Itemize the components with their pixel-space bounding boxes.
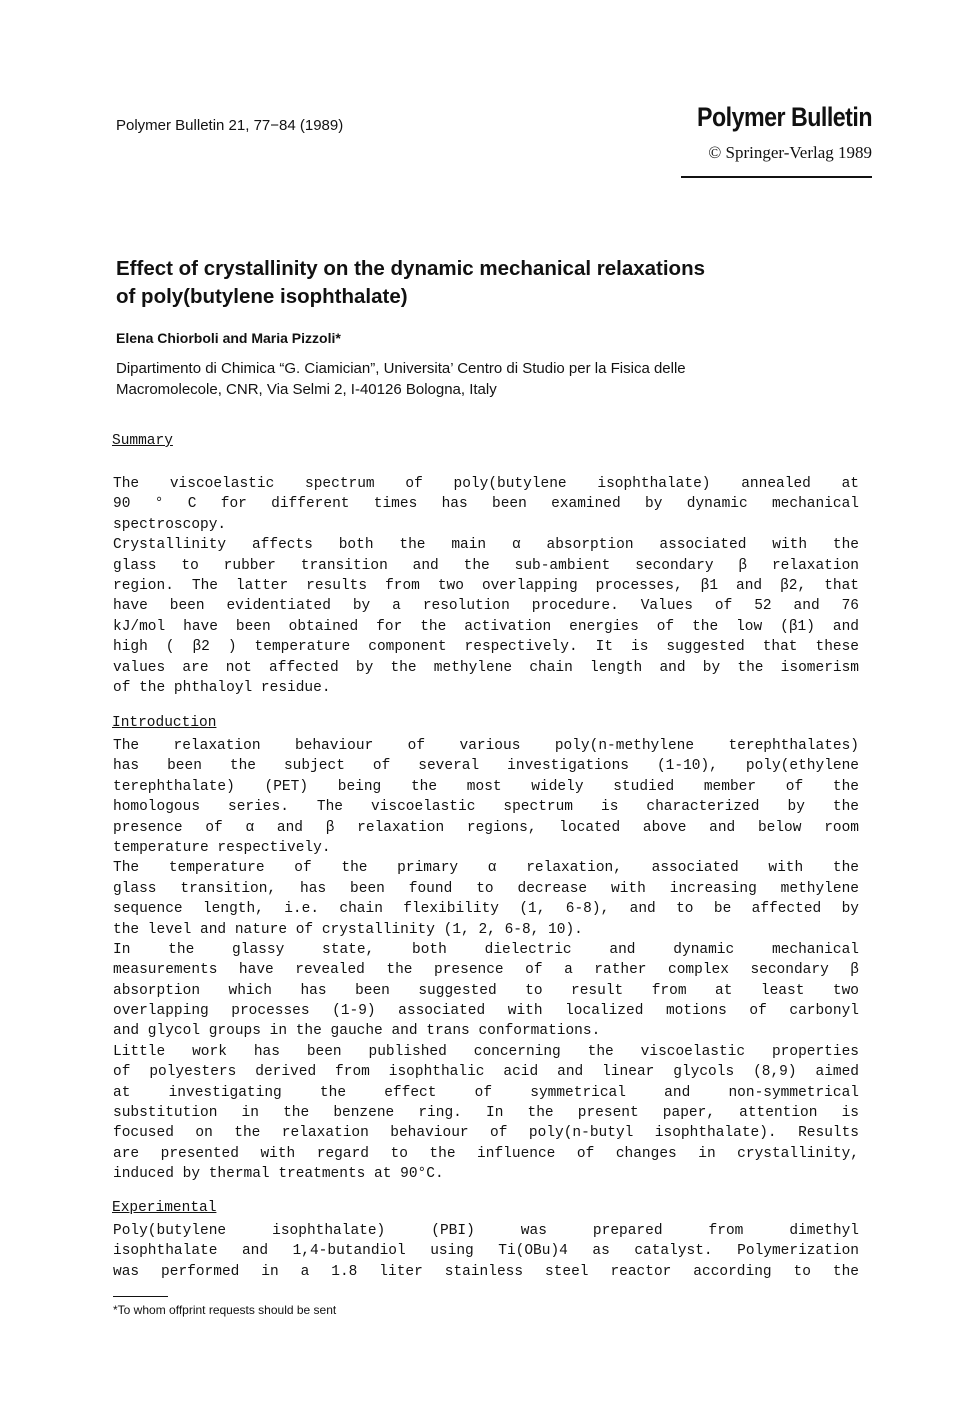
text-line: focused on the relaxation behaviour of poly(n-butyl isophthalate). Results <box>113 1125 859 1142</box>
text-line: have been evidentiated by a resolution procedure. Values of 52 and 76 <box>113 598 859 615</box>
text-line: The temperature of the primary α relaxation, associated with the <box>113 860 859 877</box>
text-line: region. The latter results from two overlapping processes, β1 and β2, that <box>113 577 859 594</box>
footnote-rule <box>113 1296 168 1297</box>
journal-name: Polymer Bulletin <box>697 102 872 132</box>
summary-body <box>113 474 859 698</box>
text-line: has been the subject of several investigations (1-10), poly(ethylene <box>113 758 859 775</box>
text-line: of the phthaloyl residue. <box>113 679 331 696</box>
text-line: terephthalate) (PET) being the most widely studied member of the <box>113 778 859 795</box>
affiliation <box>116 358 856 400</box>
text-line: at investigating the effect of symmetrical and non-symmetrical <box>113 1084 859 1101</box>
text-line: The relaxation behaviour of various poly(n-methylene terephthalates) <box>113 738 859 754</box>
text-line: and glycol groups in the gauche and trans conformations. <box>113 1023 601 1040</box>
text-line: presence of α and β relaxation regions, located above and below room <box>113 819 859 836</box>
journal-brand <box>652 100 872 163</box>
text-line: high ( β2 ) temperature component respectively. It is suggested that these <box>113 639 859 656</box>
text-line: Little work has been published concerning the viscoelastic properties <box>113 1043 859 1060</box>
footnote: *To whom offprint requests should be sent <box>113 1303 337 1317</box>
text-line: glass transition, has been found to decrease with increasing methylene <box>113 880 859 897</box>
copyright-notice: © Springer-Verlag 1989 <box>708 143 872 162</box>
author-list: Elena Chiorboli and Maria Pizzoli* <box>116 330 341 346</box>
text-line: Crystallinity affects both the main α absorption associated with the <box>113 537 859 554</box>
text-line: Poly(butylene isophthalate) (PBI) was prepared from dimethyl <box>113 1223 859 1239</box>
text-line: kJ/mol have been obtained for the activation energies of the low (β1) and <box>113 618 859 635</box>
text-line: absorption which has been suggested to result from at least two <box>113 982 859 999</box>
introduction-heading: Introduction <box>112 715 217 731</box>
experimental-heading: Experimental <box>112 1200 217 1216</box>
journal-citation: Polymer Bulletin 21, 77−84 (1989) <box>116 117 344 134</box>
paper-title <box>116 255 856 311</box>
text-line: The viscoelastic spectrum of poly(butylene isophthalate) annealed at <box>113 476 859 492</box>
introduction-body <box>113 736 859 1185</box>
experimental-body <box>113 1221 859 1282</box>
title-line: of poly(butylene isophthalate) <box>116 285 408 308</box>
title-line: Effect of crystallinity on the dynamic mechanical relaxations <box>116 257 705 280</box>
text-line: substitution in the benzene ring. In the present paper, attention is <box>113 1105 859 1122</box>
text-line: of polyesters derived from isophthalic acid and linear glycols (8,9) aimed <box>113 1064 859 1081</box>
affiliation-line: Dipartimento di Chimica “G. Ciamician”, Universita’ Centro di Studio per la Fisica delle <box>116 360 686 377</box>
text-line: the level and nature of crystallinity (1, 2, 6-8, 10). <box>113 921 583 938</box>
text-line: sequence length, i.e. chain flexibility (1, 6-8), and to be affected by <box>113 901 859 918</box>
text-line: glass to rubber transition and the sub-ambient secondary β relaxation <box>113 557 859 574</box>
text-line: isophthalate and 1,4-butandiol using Ti(OBu)4 as catalyst. Polymerization <box>113 1243 859 1260</box>
text-line: temperature respectively. <box>113 839 331 856</box>
text-line: was performed in a 1.8 liter stainless steel reactor according to the <box>113 1263 859 1280</box>
text-line: In the glassy state, both dielectric and dynamic mechanical <box>113 941 859 958</box>
text-line: spectroscopy. <box>113 516 227 533</box>
text-line: measurements have revealed the presence of a rather complex secondary β <box>113 962 859 979</box>
text-line: 90 ° C for different times has been examined by dynamic mechanical <box>113 496 859 513</box>
text-line: values are not affected by the methylene chain length and by the isomerism <box>113 659 859 676</box>
summary-heading: Summary <box>112 433 173 449</box>
text-line: induced by thermal treatments at 90°C. <box>113 1166 444 1183</box>
text-line: homologous series. The viscoelastic spectrum is characterized by the <box>113 799 859 816</box>
affiliation-line: Macromolecole, CNR, Via Selmi 2, I-40126 Bologna, Italy <box>116 381 497 398</box>
text-line: overlapping processes (1-9) associated with localized motions of carbonyl <box>113 1003 859 1020</box>
header-rule <box>681 176 872 178</box>
text-line: are presented with regard to the influence of changes in crystallinity, <box>113 1145 859 1162</box>
